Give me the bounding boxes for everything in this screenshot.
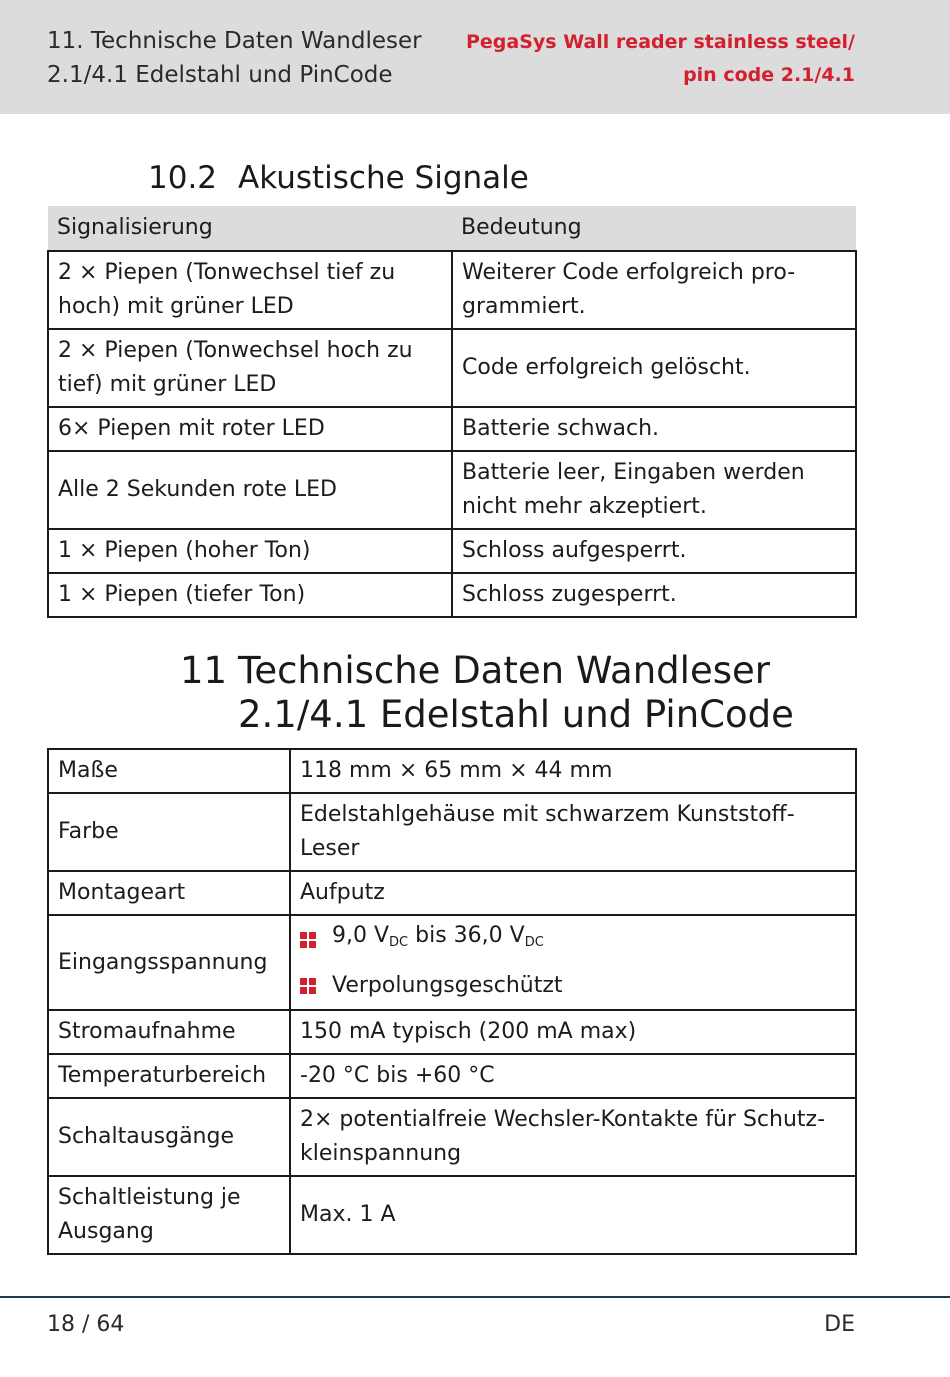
- red-square-bullet-icon: [300, 978, 316, 994]
- bullet-item: [300, 917, 846, 963]
- column-header-meaning: Bedeutung: [452, 206, 856, 251]
- header-product-title: [466, 26, 855, 92]
- spec-value: Max. 1 A: [290, 1176, 856, 1254]
- signal-cell: 6× Piepen mit roter LED: [48, 407, 452, 451]
- spec-value: [290, 915, 856, 1010]
- table-row: [48, 573, 856, 617]
- spec-label: Stromaufnahme: [48, 1010, 290, 1054]
- meaning-cell: Code erfolgreich gelöscht.: [452, 329, 856, 407]
- section-title: [238, 649, 794, 737]
- signal-text: 2 × Piepen (Tonwechsel tief zu: [58, 260, 396, 285]
- spec-label: Schaltausgänge: [48, 1098, 290, 1176]
- signal-cell: Alle 2 Sekunden rote LED: [48, 451, 452, 529]
- spec-value: 118 mm × 65 mm × 44 mm: [290, 749, 856, 793]
- table-row: [48, 1098, 856, 1176]
- spec-value: [290, 1098, 856, 1176]
- footer-rule: [0, 1296, 950, 1298]
- spec-label: Maße: [48, 749, 290, 793]
- meaning-text: Weiterer Code erfolgreich pro-: [462, 260, 796, 285]
- section-number: 10.2: [148, 160, 218, 196]
- section-heading-technical-data: [180, 649, 794, 737]
- signal-text: 2 × Piepen (Tonwechsel hoch zu: [58, 338, 413, 363]
- header-chapter-line2: 2.1/4.1 Edelstahl und PinCode: [47, 62, 393, 88]
- table-row: [48, 915, 856, 1010]
- meaning-cell: [452, 451, 856, 529]
- spec-label: Temperaturbereich: [48, 1054, 290, 1098]
- table-row: [48, 1010, 856, 1054]
- section-title: Akustische Signale: [238, 160, 529, 196]
- spec-label: Farbe: [48, 793, 290, 871]
- table-row: [48, 793, 856, 871]
- spec-label: [48, 1176, 290, 1254]
- red-square-bullet-icon: [300, 932, 316, 948]
- meaning-cell: Schloss zugesperrt.: [452, 573, 856, 617]
- header-chapter-title: [47, 24, 422, 92]
- signal-cell: [48, 329, 452, 407]
- signal-cell: 1 × Piepen (tiefer Ton): [48, 573, 452, 617]
- section-title-line2: 2.1/4.1 Edelstahl und PinCode: [238, 693, 794, 736]
- spec-value: 150 mA typisch (200 mA max): [290, 1010, 856, 1054]
- section-title-line1: Technische Daten Wandleser: [238, 649, 770, 692]
- column-header-signal: Signalisierung: [48, 206, 452, 251]
- technical-data-table: [47, 748, 857, 1255]
- table-row: [48, 329, 856, 407]
- meaning-cell: Batterie schwach.: [452, 407, 856, 451]
- table-row: [48, 251, 856, 329]
- page-header: [0, 0, 950, 114]
- bullet-item: [300, 963, 846, 1009]
- table-row: [48, 407, 856, 451]
- spec-label-line: Schaltleistung je: [58, 1185, 241, 1210]
- table-row: [48, 871, 856, 915]
- header-chapter-line1: 11. Technische Daten Wandleser: [47, 28, 422, 54]
- spec-label: Eingangsspannung: [48, 915, 290, 1010]
- signal-cell: 1 × Piepen (hoher Ton): [48, 529, 452, 573]
- meaning-cell: Schloss aufgesperrt.: [452, 529, 856, 573]
- spec-value-line: kleinspannung: [300, 1141, 462, 1166]
- table-header-row: [48, 206, 856, 251]
- table-row: [48, 451, 856, 529]
- spec-value: -20 °C bis +60 °C: [290, 1054, 856, 1098]
- language-code: DE: [824, 1312, 855, 1337]
- meaning-cell: [452, 251, 856, 329]
- table-row: [48, 529, 856, 573]
- meaning-text: Batterie leer, Eingaben werden: [462, 460, 805, 485]
- spec-value-line: Edelstahlgehäuse mit schwarzem Kunststoff-: [300, 802, 795, 827]
- acoustic-signals-table: [47, 206, 857, 618]
- header-product-line2: pin code 2.1/4.1: [683, 64, 855, 86]
- section-heading-acoustic-signals: [148, 157, 529, 199]
- spec-label: Montageart: [48, 871, 290, 915]
- spec-value: [290, 793, 856, 871]
- spec-value-line: Leser: [300, 836, 360, 861]
- signal-cell: [48, 251, 452, 329]
- section-number: 11: [180, 649, 228, 692]
- table-row: [48, 1054, 856, 1098]
- table-row: [48, 749, 856, 793]
- spec-value-line: 2× potentialfreie Wechsler-Kontakte für Schutz-: [300, 1107, 826, 1132]
- reverse-polarity-note: Verpolungsgeschützt: [332, 972, 563, 998]
- signal-text: tief) mit grüner LED: [58, 372, 277, 397]
- meaning-text: nicht mehr akzeptiert.: [462, 494, 707, 519]
- header-product-line1: PegaSys Wall reader stainless steel/: [465, 31, 855, 53]
- signal-text: hoch) mit grüner LED: [58, 294, 294, 319]
- voltage-range: 9,0 $V_{DC}$ bis 36,0 $V_{DC}$: [332, 923, 544, 950]
- table-row: [48, 1176, 856, 1254]
- page-number: 18 / 64: [47, 1312, 125, 1337]
- meaning-text: grammiert.: [462, 294, 586, 319]
- spec-label-line: Ausgang: [58, 1219, 154, 1244]
- spec-value: Aufputz: [290, 871, 856, 915]
